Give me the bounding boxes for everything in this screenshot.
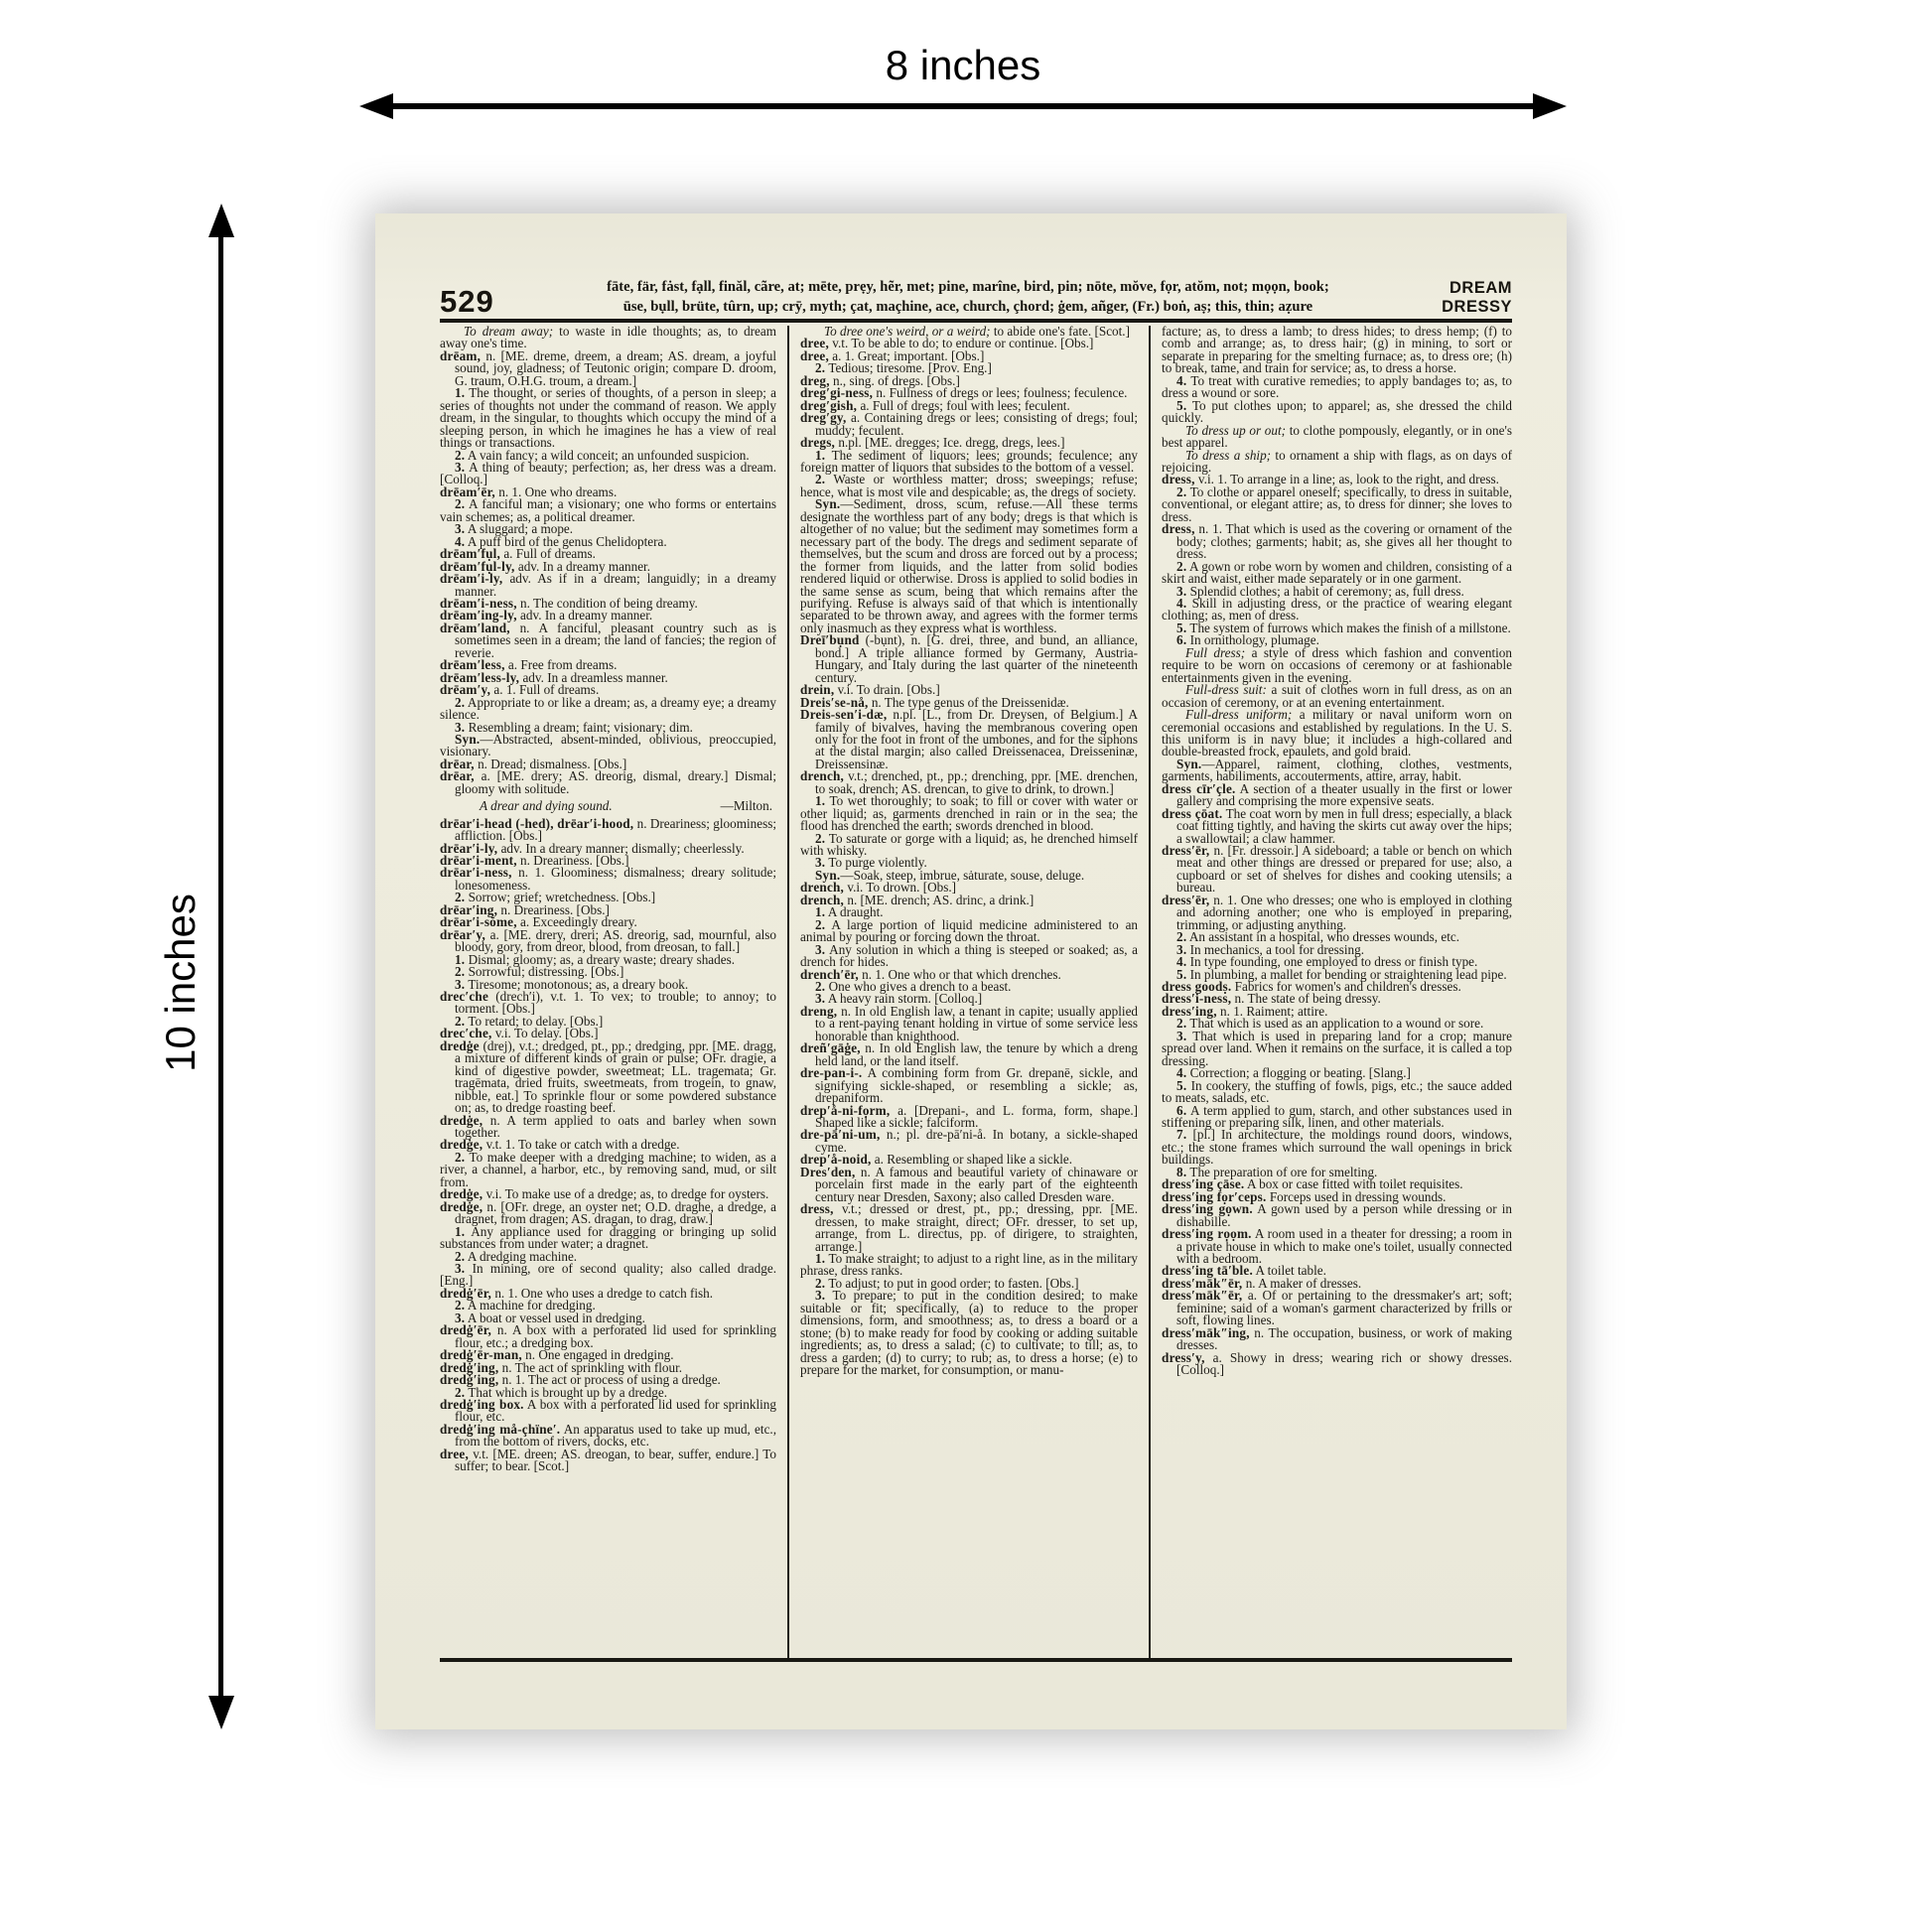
dictionary-paragraph: 3. Splendid clothes; a habit of ceremony; as, full dress. [1176, 583, 1464, 599]
dictionary-paragraph: 3. To prepare; to put in the condition desired; to make suitable or fit; specifically, (a) to reduce to the proper dimensions, form, and smoothness; as, to dress a board or a stone; (b) to make ready for food by cooking or adding suitable ingredients; as, to dress a salad; (c) to cultivate; to till; as, to dress a garden; (d) to curry; to rub; as, to dress a horse; (e) to prepare for the market, for consumption, or manu- [800, 1288, 1139, 1378]
dictionary-paragraph: 2. To saturate or gorge with a liquid; as, he drenched himself with whisky. [800, 830, 1139, 859]
dictionary-paragraph: Syn.—Sediment, dross, scum, refuse.—All these terms designate the worthless part of any body; dregs is that which is altogether of no value; but the sediment may sometimes form a necessary part of the body. The dregs and sediment separate of themselves, but the scum and dross are forced out by a process; the former from liquids, and the latter from solid bodies rendered liquid or otherwise. Dross is applied to solid bodies in the same sense as scum, being that which remains after the purifying. Refuse is always said of that which is intentionally separated to be thrown away, and agrees with the former terms only inasmuch as they express what is worthless. [800, 496, 1139, 635]
dictionary-paragraph: Dreis′se-nå, n. The type genus of the Dreissenidæ. [800, 694, 1069, 710]
dictionary-paragraph: 4. Skill in adjusting dress, or the practice of wearing elegant clothing; as, men of dress. [1162, 595, 1512, 623]
dictionary-paragraph: dredġe, n. [OFr. drege, an oyster net; O.D. draghe, a dredge, a dragnet, from dragen; AS. dragan, to drag, draw.] [440, 1198, 777, 1227]
dictionary-paragraph: 1. The thought, or series of thoughts, of a person in sleep; a series of thoughts not under the command of reason. We apply dream, in the singular, to thoughts which occupy the mind of a sleeping person, in which he imagines he has a view of real things or transactions. [440, 385, 777, 451]
dictionary-paragraph: dreg′gish, a. Full of dregs; foul with lees; feculent. [800, 397, 1070, 413]
dictionary-paragraph: 2. Waste or worthless matter; dross; sweepings; refuse; hence, what is most vile and despicable; as, the dregs of society. [800, 472, 1139, 499]
dictionary-paragraph: dredġe (drej), v.t.; dredged, pt., pp.; dredging, ppr. [ME. dragg, a mixture of different kinds of grain or pulse; OFr. dragie, a kind of digestive powder, sweetmeat; LL. tragemata; Gr. tragēmata, dried fruits, sweetmeats, from trogein, to gnaw, nibble, eat.] To sprinkle flour or some powdered substance on; as, to dredge roasting beef. [440, 1037, 777, 1116]
dictionary-paragraph: drēar′i-sŏme, a. Exceedingly dreary. [440, 914, 637, 930]
dictionary-paragraph: 8. The preparation of ore for smelting. [1176, 1164, 1378, 1179]
dictionary-paragraph: dredġ′ēr, n. A box with a perforated lid used for sprinkling flour, etc.; a dredging box. [440, 1322, 777, 1350]
dictionary-paragraph: dree, v.t. To be able to do; to endure or continue. [Obs.] [800, 336, 1094, 351]
dictionary-paragraph: A drear and dying sound. —Milton. [480, 798, 773, 814]
dictionary-paragraph: 2. A large portion of liquid medicine administered to an animal by pouring or forcing down the throat. [800, 916, 1139, 945]
dictionary-paragraph: drēar, n. Dread; dismalness. [Obs.] [440, 756, 627, 771]
dictionary-paragraph: dre-pan-i-. A combining form from Gr. drepanē, sickle, and signifying sickle-shaped, or resembling a sickle; as, drepaniform. [800, 1065, 1139, 1106]
arrow-shaft [218, 227, 223, 1706]
dictionary-paragraph: drench, v.t.; drenched, pt., pp.; drenching, ppr. [ME. drenchen, to soak, drench; AS. drencan, to give to drink, to drown.] [800, 768, 1139, 796]
dictionary-paragraph: dress′ing fọr′ceps. Forceps used in dressing wounds. [1162, 1188, 1447, 1204]
dictionary-paragraph: 3. Tiresome; monotonous; as, a dreary book. [455, 976, 689, 992]
dictionary-paragraph: 2. Appropriate to or like a dream; as, a dreamy eye; a dreamy silence. [440, 694, 777, 723]
dictionary-paragraph: 6. In ornithology, plumage. [1176, 632, 1319, 648]
dictionary-paragraph: 4. A puff bird of the genus Chelidoptera. [455, 533, 667, 549]
dictionary-paragraph: dress cīr′çle. A section of a theater usually in the first or lower gallery and comprising the more expensive seats. [1162, 780, 1512, 809]
dictionary-paragraph: dredġ′ēr, n. 1. One who uses a dredge to catch fish. [440, 1285, 714, 1301]
dictionary-paragraph: dress′ing rọọm. A room used in a theater for dressing; a room in a private house in which to make one's toilet, usually connected with a bedroom. [1162, 1226, 1512, 1266]
dictionary-paragraph: 1. A draught. [815, 904, 884, 920]
dictionary-paragraph: dress, v.i. 1. To arrange in a line; as, look to the right, and dress. [1162, 472, 1499, 487]
dictionary-paragraph: dredġ′ing må-çhïne′. An apparatus used to take up mud, etc., from the bottom of rivers, docks, etc. [440, 1421, 777, 1449]
dictionary-paragraph: dress, n. 1. That which is used as the covering or ornament of the body; clothes; garments; habit; as, she gives all her thought to dress. [1162, 521, 1512, 562]
dictionary-paragraph: 2. Sorrowful; distressing. [Obs.] [455, 964, 624, 980]
dictionary-paragraph: drein, v.i. To drain. [Obs.] [800, 682, 940, 698]
dictionary-paragraph: drench, n. [ME. drench; AS. drinc, a drink.] [800, 892, 1035, 907]
dictionary-paragraph: 1. To wet thoroughly; to soak; to fill or cover with water or other liquid; as, garments drenched in rain or in the sea; the flood has drenched the earth; swords drenched in blood. [800, 793, 1139, 834]
dictionary-paragraph: 3. Any solution in which a thing is steeped or soaked; as, a drench for hides. [800, 941, 1139, 970]
dictionary-paragraph: dree, v.t. [ME. dreen; AS. dreogan, to bear, suffer, endure.] To suffer; to bear. [Scot.] [440, 1446, 777, 1474]
dictionary-paragraph: drēam′i-ly, adv. As if in a dream; languidly; in a dreamy manner. [440, 571, 777, 599]
dictionary-paragraph: dreg′gy, a. Containing dregs or lees; consisting of dregs; foul; muddy; feculent. [800, 410, 1139, 438]
dictionary-paragraph: drēar′i-head (-hed), drēar′i-hood, n. Dreariness; gloominess; affliction. [Obs.] [440, 815, 777, 844]
pronunciation-key-line1: fāte, fär, fȧst, fạll, finăl, cãre, at; mēte, prẹy, hẽr, met; pine, marîne, bird, pin; nōte, mŏve, fọr, atŏm, not; mọọn, book; [607, 279, 1329, 295]
dictionary-paragraph: 1. To make straight; to adjust to a right line, as in the military phrase, dress ranks. [800, 1250, 1139, 1279]
dictionary-paragraph: dredġe, v.t. 1. To take or catch with a dredge. [440, 1137, 680, 1153]
dictionary-paragraph: facture; as, to dress a lamb; to dress hides; to dress hemp; (f) to comb and arrange; as, to dress hair; (g) in mining, to sort or separate in preparing for the smelting furnace; as, to dress ore; (h) to break, tame, and train for service; as, to dress a horse. [1162, 326, 1512, 376]
dictionary-paragraph: 1. Dismal; gloomy; as, a dreary waste; dreary shades. [455, 951, 736, 967]
dictionary-paragraph: drēam′i-ness, n. The condition of being dreamy. [440, 595, 698, 611]
dictionary-paragraph: dress′ēr, n. 1. One who dresses; one who is employed in clothing and adorning another; one who is employed in preparing, trimming, or adjusting anything. [1162, 892, 1512, 932]
dictionary-paragraph: 3. A thing of beauty; perfection; as, her dress was a dream. [Colloq.] [440, 459, 777, 487]
dictionary-paragraph: 2. To make deeper with a dredging machine; to widen, as a river, a channel, a harbor, etc., by removing sand, mud, or silt from. [440, 1149, 777, 1189]
dictionary-paragraph: 5. To put clothes upon; to apparel; as, she dressed the child quickly. [1162, 397, 1512, 426]
dictionary-paragraph: 3. In mechanics, a tool for dressing. [1176, 941, 1365, 957]
width-dimension-label: 8 inches [885, 42, 1041, 88]
dictionary-paragraph: dress′ing, n. 1. Raiment; attire. [1162, 1003, 1328, 1019]
dictionary-paragraph: 7. [pl.] In architecture, the moldings round doors, windows, etc.; the stone frames which surround the wall openings in brick buildings. [1162, 1127, 1512, 1168]
dictionary-paragraph: 3. Resembling a dream; faint; visionary; dim. [455, 719, 693, 735]
dictionary-paragraph: dreñ′gāġe, n. In old English law, the tenure by which a dreng held land, or the land itself. [800, 1040, 1139, 1068]
dictionary-paragraph: 3. In mining, ore of second quality; also called dradge. [Eng.] [440, 1260, 777, 1289]
column-2 [787, 326, 1151, 1658]
dictionary-paragraph: dress′māk″ēr, n. A maker of dresses. [1162, 1275, 1362, 1291]
dictionary-paragraph: dress′y, a. Showy in dress; wearing rich or showy dresses. [Colloq.] [1162, 1349, 1512, 1378]
guide-words [1442, 279, 1512, 317]
dictionary-paragraph: drēar′y, a. [ME. drery, dreri; AS. dreorig, sad, mournful, also bloody, gory, from dreor, blood, from dreosan, to fall.] [440, 926, 777, 955]
dictionary-paragraph: 2. That which is brought up by a dredge. [455, 1384, 668, 1400]
dictionary-paragraph: To dress a ship; to ornament a ship with flags, as on days of rejoicing. [1162, 447, 1512, 475]
dictionary-paragraph: dress, v.t.; dressed or drest, pt., pp.; dressing, ppr. [ME. dressen, to make straight, direct; OFr. dresser, to set up, arrange, from L. directus, pp. of dirigere, to straighten, arrange.] [800, 1201, 1139, 1254]
dictionary-paragraph: 5. The system of furrows which makes the finish of a millstone. [1176, 620, 1511, 635]
dictionary-paragraph: drēar′i-ment, n. Dreariness. [Obs.] [440, 853, 629, 869]
dictionary-paragraph: Dreis-sen′i-dæ, n.pl. [L., from Dr. Dreysen, of Belgium.] A family of bivalves, having the membranous covering open only for the foot in front of the umbones, and for the siphons at the distal margin; also called Dreissenacea, Dreisseninæ, Dreissensinæ. [800, 707, 1139, 771]
dictionary-paragraph: drēar′ing, n. Dreariness. [Obs.] [440, 901, 610, 917]
dictionary-paragraph: drēam′fụl, a. Full of dreams. [440, 546, 596, 562]
dictionary-paragraph: 2. A dredging machine. [455, 1248, 578, 1264]
dictionary-paragraph: drēam, n. [ME. dreme, dreem, a dream; AS. dream, a joyful sound, joy, gladness; of Teutonic origin; compare D. droom, G. traum, O.H.G. troum, a dream.] [440, 347, 777, 388]
dictionary-paragraph: dregs, n.pl. [ME. dregges; Ice. dregg, dregs, lees.] [800, 435, 1065, 451]
height-dimension-arrow [208, 204, 234, 1729]
dictionary-paragraph: 3. A boat or vessel used in dredging. [455, 1310, 645, 1325]
header-rule [440, 319, 1512, 323]
dictionary-paragraph: drēar′i-ly, adv. In a dreary manner; dismally; cheerlessly. [440, 840, 745, 856]
dictionary-paragraph: 1. Any appliance used for dragging or bringing up solid substances from under water; a dragnet. [440, 1223, 777, 1252]
dictionary-paragraph: dreg, n., sing. of dregs. [Obs.] [800, 372, 960, 388]
pronunciation-key-line2: ūse, bụll, brüte, tûrn, up; crȳ, myth; çat, maçhine, ace, church, çhord; ġem, añger, (Fr.) boṅ, aṣ; this, thin; aẓure [622, 299, 1313, 315]
dictionary-paragraph: dress′ing tā′ble. A toilet table. [1162, 1263, 1326, 1279]
dictionary-paragraph: To dream away; to waste in idle thoughts; as, to dream away one's time. [440, 326, 777, 351]
dictionary-paragraph: dredġe, n. A term applied to oats and barley when sown together. [440, 1112, 777, 1140]
dictionary-paragraph: Dres′den, n. A famous and beautiful variety of chinaware or porcelain first made in the early part of the eighteenth century near Dresden, Saxony; also called Dresden ware. [800, 1164, 1139, 1204]
dictionary-paragraph: drep′å-ni-fọrm, a. [Drepani-, and L. forma, form, shape.] Shaped like a sickle; falciform. [800, 1102, 1139, 1130]
dictionary-paragraph: 2. One who gives a drench to a beast. [815, 979, 1012, 995]
dictionary-paragraph: dreg′gi-ness, n. Fullness of dregs or lees; foulness; feculence. [800, 385, 1128, 401]
dictionary-paragraph: dress goodṣ. Fabrics for women's and children's dresses. [1162, 979, 1461, 995]
dictionary-paragraph: 5. In plumbing, a mallet for bending or straightening lead pipe. [1176, 966, 1507, 982]
arrow-right-head-icon [1533, 93, 1567, 119]
dictionary-paragraph: dress çōat. The coat worn by men in full dress; especially, a black coat fitting tightly, and having the skirts cut away over the hips; a swallowtail; a claw hammer. [1162, 805, 1512, 846]
dictionary-paragraph: drench′ēr, n. 1. One who or that which drenches. [800, 966, 1061, 982]
dictionary-paragraph: dredġ′ing, n. 1. The act or process of using a dredge. [440, 1372, 721, 1388]
dictionary-paragraph: Syn.—Apparel, raiment, clothing, clothes, vestments, garments, habiliments, accouterments, attire, array, habit. [1162, 756, 1512, 784]
dictionary-paragraph: Full dress; a style of dress which fashion and convention require to be worn on occasions of ceremony or at fashionable entertainments given in the evening. [1162, 644, 1512, 685]
dictionary-paragraph: Full-dress uniform; a military or naval uniform worn on ceremonial occasions and established by regulations. In the U. S. this uniform is in navy blue; it includes a high-collared and double-breasted frock, epaulets, and gold braid. [1162, 707, 1512, 759]
dictionary-paragraph: 2. A gown or robe worn by women and children, consisting of a skirt and waist, either made separately or in one garment. [1162, 558, 1512, 587]
dictionary-paragraph: dredġe, v.i. To make use of a dredge; as, to dredge for oysters. [440, 1186, 769, 1202]
dictionary-paragraph: dress′ing gọwn. A gown used by a person while dressing or in dishabille. [1162, 1201, 1512, 1229]
dictionary-paragraph: 2. A fanciful man; a visionary; one who forms or entertains vain schemes; as, a political dreamer. [440, 496, 777, 524]
dictionary-paragraph: dredġ′ing, n. The act of sprinkling with flour. [440, 1359, 683, 1375]
dictionary-paragraph: To dress up or out; to clothe pompously, elegantly, or in one's best apparel. [1162, 422, 1512, 451]
dictionary-paragraph: drēar′i-ness, n. 1. Gloominess; dismalness; dreary solitude; lonesomeness. [440, 865, 777, 893]
dictionary-paragraph: drēam′ing-ly, adv. In a dreamy manner. [440, 608, 653, 623]
dictionary-paragraph: dredġ′ing box. A box with a perforated lid used for sprinkling flour, etc. [440, 1396, 776, 1425]
dictionary-paragraph: dress′i-ness, n. The state of being dressy. [1162, 991, 1381, 1007]
page-header [440, 269, 1512, 317]
page-number: 529 [440, 284, 494, 319]
dictionary-paragraph: To dree one's weird, or a weird; to abide one's fate. [Scot.] [824, 326, 1130, 339]
width-dimension-arrow [359, 93, 1567, 119]
dictionary-page [375, 213, 1567, 1729]
dictionary-paragraph: drēam′less, a. Free from dreams. [440, 657, 618, 673]
dictionary-paragraph: 5. In cookery, the stuffing of fowls, pigs, etc.; the sauce added to meats, salads, etc. [1162, 1077, 1512, 1106]
dictionary-paragraph: Full-dress suit: a suit of clothes worn in full dress, as on an occasion of ceremony, or at an evening entertainment. [1162, 682, 1512, 710]
dictionary-paragraph: 4. In type founding, one employed to dress or finish type. [1176, 954, 1478, 970]
dictionary-paragraph: Dreī′bụnd (-bụnt), n. [G. drei, three, and bund, an alliance, bond.] A triple alliance formed by Germany, Austria-Hungary, and Italy during the last quarter of the nineteenth century. [800, 632, 1139, 685]
dictionary-paragraph: 3. That which is used in preparing land for a crop; manure spread over land. When it remains on the surface, it is called a top dressing. [1162, 1028, 1512, 1068]
dictionary-paragraph: drēam′fụl-ly, adv. In a dreamy manner. [440, 558, 651, 574]
guide-word-top: DREAM [1449, 279, 1512, 297]
arrow-shaft [383, 103, 1543, 109]
dictionary-paragraph: drench, v.i. To drown. [Obs.] [800, 880, 957, 896]
dictionary-paragraph: dree, a. 1. Great; important. [Obs.] [800, 347, 985, 363]
dictionary-paragraph: drec′che, v.i. To delay. [Obs.] [440, 1026, 599, 1041]
dictionary-paragraph: 1. The sediment of liquors; lees; grounds; feculence; any foreign matter of liquors that subsides to the bottom of a vessel. [800, 447, 1139, 475]
dictionary-paragraph: 4. To treat with curative remedies; to apply bandages to; as, to dress a wound or sore. [1162, 372, 1512, 401]
dictionary-paragraph: dredġ′ēr-man, n. One engaged in dredging. [440, 1347, 674, 1363]
pronunciation-key [494, 277, 1442, 317]
column-1 [440, 326, 776, 1658]
guide-word-bottom: DRESSY [1442, 298, 1512, 316]
dictionary-paragraph: dress′ing çāse. A box or case fitted with toilet requisites. [1162, 1176, 1463, 1192]
dictionary-paragraph: 2. To clothe or apparel oneself; specifically, to dress in suitable, conventional, or elegant attire; as, to dress for dinner; she loves to dress. [1162, 483, 1512, 524]
dictionary-paragraph: dress′māk″ing, n. The occupation, business, or work of making dresses. [1162, 1324, 1512, 1353]
dictionary-paragraph: 3. To purge violently. [815, 855, 927, 871]
dictionary-paragraph: drēar, a. [ME. drery; AS. dreorig, dismal, dreary.] Dismal; gloomy with solitude. [440, 768, 777, 796]
dictionary-paragraph: drēam′ēr, n. 1. One who dreams. [440, 483, 618, 499]
dictionary-paragraph: dress′māk″ēr, a. Of or pertaining to the dressmaker's art; soft; feminine; said of a woman's garment characterized by frills or soft, flowing lines. [1162, 1288, 1512, 1328]
dictionary-paragraph: 6. A term applied to gum, starch, and other substances used in stiffening or preparing silk, linen, and other materials. [1162, 1102, 1512, 1130]
column-3 [1162, 326, 1512, 1658]
dictionary-paragraph: 3. A heavy rain storm. [Colloq.] [815, 991, 983, 1007]
dictionary-paragraph: drēam′y, a. 1. Full of dreams. [440, 682, 600, 698]
dictionary-paragraph: 2. Sorrow; grief; wretchedness. [Obs.] [455, 890, 656, 905]
dictionary-paragraph: drep′å-noid, a. Resembling or shaped like a sickle. [800, 1152, 1073, 1168]
dictionary-paragraph: dreng, n. In old English law, a tenant in capite; usually applied to a rent-paying tenant holding in virtue of some service less honorable than knighthood. [800, 1003, 1139, 1043]
arrow-down-head-icon [208, 1696, 234, 1729]
dictionary-paragraph: dre-pā′ni-um, n.; pl. dre-pā′ni-å. In botany, a sickle-shaped cyme. [800, 1127, 1139, 1155]
dictionary-paragraph: drēam′less-ly, adv. In a dreamless manner. [440, 669, 668, 685]
height-dimension-label: 10 inches [157, 894, 204, 1072]
dictionary-paragraph: 2. An assistant in a hospital, who dresses wounds, etc. [1176, 929, 1460, 945]
dictionary-paragraph: drēam′land, n. A fanciful, pleasant country such as is sometimes seen in a dream; the land of fancies; the region of reverie. [440, 620, 777, 660]
dictionary-paragraph: 2. To retard; to delay. [Obs.] [455, 1013, 604, 1029]
dictionary-paragraph: 2. Tedious; tiresome. [Prov. Eng.] [815, 360, 992, 376]
dictionary-paragraph: 2. A vain fancy; a wild conceit; an unfounded suspicion. [455, 447, 750, 463]
dictionary-paragraph: drec′che (drech′i), v.t. 1. To vex; to trouble; to annoy; to torment. [Obs.] [440, 989, 777, 1017]
dictionary-paragraph: dress′ēr, n. [Fr. dressoir.] A sideboard; a table or bench on which meat and other things are dressed or prepared for use; also, a cupboard or set of shelves for dishes and cooking utensils; a bureau. [1162, 843, 1512, 896]
dictionary-paragraph: 2. That which is used as an application to a wound or sore. [1176, 1016, 1484, 1032]
text-columns [440, 326, 1512, 1662]
dictionary-paragraph: 3. A sluggard; a mope. [455, 521, 574, 537]
dictionary-paragraph: 2. To adjust; to put in good order; to fasten. [Obs.] [815, 1275, 1079, 1291]
dictionary-paragraph: 4. Correction; a flogging or beating. [Slang.] [1176, 1065, 1411, 1081]
dictionary-paragraph: Syn.—Abstracted, absent-minded, oblivious, preoccupied, visionary. [440, 731, 777, 759]
dictionary-paragraph: Syn.—Soak, steep, imbrue, sȧturate, souse, deluge. [815, 867, 1085, 883]
dictionary-paragraph: 2. A machine for dredging. [455, 1298, 596, 1313]
